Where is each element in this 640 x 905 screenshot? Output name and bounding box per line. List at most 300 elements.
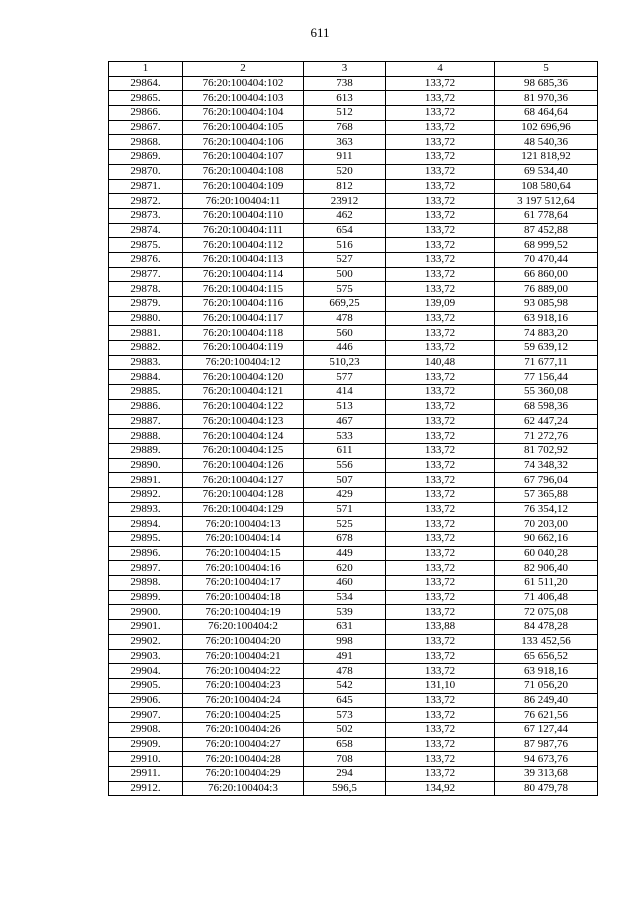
table-row [109,678,598,693]
table-row [109,781,598,796]
rate-value-cell: 133,72 [386,532,495,547]
table-row [109,414,598,429]
row-number-cell: 29872. [109,194,183,209]
amount-value-cell: 74 348,32 [495,458,598,473]
area-value-cell: 542 [304,678,386,693]
row-number-cell: 29898. [109,576,183,591]
rate-value-cell: 133,72 [386,385,495,400]
area-value-cell: 658 [304,737,386,752]
area-value-cell: 678 [304,532,386,547]
table-row [109,370,598,385]
cadastral-number-cell: 76:20:100404:24 [183,693,304,708]
amount-value-cell: 121 818,92 [495,150,598,165]
amount-value-cell: 90 662,16 [495,532,598,547]
rate-value-cell: 133,72 [386,370,495,385]
area-value-cell: 738 [304,76,386,91]
amount-value-cell: 70 203,00 [495,517,598,532]
table-row [109,576,598,591]
row-number-cell: 29877. [109,267,183,282]
row-number-cell: 29900. [109,605,183,620]
cadastral-number-cell: 76:20:100404:119 [183,341,304,356]
area-value-cell: 573 [304,708,386,723]
cadastral-number-cell: 76:20:100404:126 [183,458,304,473]
rate-value-cell: 133,72 [386,150,495,165]
amount-value-cell: 102 696,96 [495,120,598,135]
amount-value-cell: 81 702,92 [495,443,598,458]
table-row [109,150,598,165]
table-row [109,443,598,458]
area-value-cell: 478 [304,664,386,679]
row-number-cell: 29865. [109,91,183,106]
cadastral-number-cell: 76:20:100404:120 [183,370,304,385]
amount-value-cell: 70 470,44 [495,252,598,267]
amount-value-cell: 68 999,52 [495,238,598,253]
rate-value-cell: 140,48 [386,355,495,370]
table-row [109,546,598,561]
table-row [109,91,598,106]
row-number-cell: 29905. [109,678,183,693]
table-row [109,605,598,620]
rate-value-cell: 134,92 [386,781,495,796]
area-value-cell: 294 [304,767,386,782]
table-row [109,532,598,547]
amount-value-cell: 62 447,24 [495,414,598,429]
rate-value-cell: 133,72 [386,693,495,708]
area-value-cell: 460 [304,576,386,591]
table-row [109,135,598,150]
amount-value-cell: 39 313,68 [495,767,598,782]
area-value-cell: 631 [304,620,386,635]
area-value-cell: 596,5 [304,781,386,796]
rate-value-cell: 133,72 [386,399,495,414]
amount-value-cell: 68 464,64 [495,106,598,121]
cadastral-number-cell: 76:20:100404:29 [183,767,304,782]
rate-value-cell: 133,72 [386,561,495,576]
table-row [109,267,598,282]
amount-value-cell: 98 685,36 [495,76,598,91]
amount-value-cell: 60 040,28 [495,546,598,561]
amount-value-cell: 76 354,12 [495,502,598,517]
table-row [109,590,598,605]
column-header-4: 4 [386,62,495,77]
row-number-cell: 29874. [109,223,183,238]
amount-value-cell: 93 085,98 [495,297,598,312]
rate-value-cell: 133,72 [386,458,495,473]
area-value-cell: 911 [304,150,386,165]
table-row [109,649,598,664]
amount-value-cell: 87 987,76 [495,737,598,752]
table-row [109,297,598,312]
cadastral-number-cell: 76:20:100404:107 [183,150,304,165]
column-header-1: 1 [109,62,183,77]
area-value-cell: 520 [304,164,386,179]
cadastral-number-cell: 76:20:100404:108 [183,164,304,179]
cadastral-number-cell: 76:20:100404:22 [183,664,304,679]
area-value-cell: 525 [304,517,386,532]
rate-value-cell: 133,72 [386,767,495,782]
amount-value-cell: 69 534,40 [495,164,598,179]
cadastral-number-cell: 76:20:100404:113 [183,252,304,267]
rate-value-cell: 133,72 [386,752,495,767]
cadastral-number-cell: 76:20:100404:102 [183,76,304,91]
rate-value-cell: 133,72 [386,708,495,723]
table-row [109,311,598,326]
row-number-cell: 29882. [109,341,183,356]
rate-value-cell: 133,72 [386,634,495,649]
row-number-cell: 29880. [109,311,183,326]
amount-value-cell: 71 677,11 [495,355,598,370]
row-number-cell: 29873. [109,208,183,223]
table-row [109,106,598,121]
rate-value-cell: 133,72 [386,590,495,605]
table-row [109,429,598,444]
cadastral-number-cell: 76:20:100404:12 [183,355,304,370]
row-number-cell: 29866. [109,106,183,121]
area-value-cell: 577 [304,370,386,385]
rate-value-cell: 133,72 [386,311,495,326]
column-header-2: 2 [183,62,304,77]
rate-value-cell: 133,72 [386,223,495,238]
cadastral-number-cell: 76:20:100404:103 [183,91,304,106]
table-row [109,517,598,532]
cadastral-number-cell: 76:20:100404:16 [183,561,304,576]
row-number-cell: 29896. [109,546,183,561]
area-value-cell: 478 [304,311,386,326]
rate-value-cell: 133,72 [386,341,495,356]
row-number-cell: 29902. [109,634,183,649]
area-value-cell: 449 [304,546,386,561]
row-number-cell: 29868. [109,135,183,150]
cadastral-number-cell: 76:20:100404:26 [183,722,304,737]
table-row [109,620,598,635]
area-value-cell: 512 [304,106,386,121]
rate-value-cell: 133,72 [386,208,495,223]
rate-value-cell: 131,10 [386,678,495,693]
header-row [109,62,598,77]
rate-value-cell: 133,72 [386,576,495,591]
row-number-cell: 29910. [109,752,183,767]
area-value-cell: 510,23 [304,355,386,370]
row-number-cell: 29870. [109,164,183,179]
cadastral-number-cell: 76:20:100404:3 [183,781,304,796]
table-row [109,487,598,502]
cadastral-number-cell: 76:20:100404:104 [183,106,304,121]
amount-value-cell: 71 272,76 [495,429,598,444]
cadastral-number-cell: 76:20:100404:14 [183,532,304,547]
amount-value-cell: 74 883,20 [495,326,598,341]
area-value-cell: 507 [304,473,386,488]
table-row [109,355,598,370]
row-number-cell: 29897. [109,561,183,576]
row-number-cell: 29904. [109,664,183,679]
cadastral-number-cell: 76:20:100404:25 [183,708,304,723]
amount-value-cell: 61 778,64 [495,208,598,223]
row-number-cell: 29871. [109,179,183,194]
rate-value-cell: 133,72 [386,91,495,106]
cadastral-number-cell: 76:20:100404:13 [183,517,304,532]
table-row [109,664,598,679]
cadastral-number-cell: 76:20:100404:105 [183,120,304,135]
area-value-cell: 539 [304,605,386,620]
cadastral-number-cell: 76:20:100404:23 [183,678,304,693]
area-value-cell: 611 [304,443,386,458]
table-row [109,208,598,223]
rate-value-cell: 133,72 [386,487,495,502]
cadastral-number-cell: 76:20:100404:128 [183,487,304,502]
row-number-cell: 29886. [109,399,183,414]
cadastral-number-cell: 76:20:100404:11 [183,194,304,209]
amount-value-cell: 67 796,04 [495,473,598,488]
rate-value-cell: 133,72 [386,443,495,458]
area-value-cell: 620 [304,561,386,576]
table-row [109,708,598,723]
table-row [109,223,598,238]
rate-value-cell: 133,72 [386,664,495,679]
row-number-cell: 29911. [109,767,183,782]
area-value-cell: 513 [304,399,386,414]
row-number-cell: 29907. [109,708,183,723]
cadastral-number-cell: 76:20:100404:124 [183,429,304,444]
row-number-cell: 29892. [109,487,183,502]
cadastral-number-cell: 76:20:100404:118 [183,326,304,341]
table-body [109,76,598,796]
area-value-cell: 575 [304,282,386,297]
area-value-cell: 23912 [304,194,386,209]
row-number-cell: 29893. [109,502,183,517]
cadastral-number-cell: 76:20:100404:19 [183,605,304,620]
rate-value-cell: 133,72 [386,106,495,121]
row-number-cell: 29869. [109,150,183,165]
rate-value-cell: 133,72 [386,605,495,620]
rate-value-cell: 133,72 [386,76,495,91]
rate-value-cell: 133,72 [386,164,495,179]
cadastral-number-cell: 76:20:100404:17 [183,576,304,591]
cadastral-number-cell: 76:20:100404:114 [183,267,304,282]
amount-value-cell: 76 621,56 [495,708,598,723]
area-value-cell: 500 [304,267,386,282]
area-value-cell: 556 [304,458,386,473]
amount-value-cell: 61 511,20 [495,576,598,591]
amount-value-cell: 84 478,28 [495,620,598,635]
area-value-cell: 502 [304,722,386,737]
amount-value-cell: 57 365,88 [495,487,598,502]
rate-value-cell: 133,72 [386,135,495,150]
table-row [109,722,598,737]
table-row [109,752,598,767]
amount-value-cell: 86 249,40 [495,693,598,708]
row-number-cell: 29867. [109,120,183,135]
amount-value-cell: 48 540,36 [495,135,598,150]
rate-value-cell: 133,72 [386,179,495,194]
row-number-cell: 29879. [109,297,183,312]
table-row [109,179,598,194]
row-number-cell: 29888. [109,429,183,444]
amount-value-cell: 71 406,48 [495,590,598,605]
cadastral-number-cell: 76:20:100404:2 [183,620,304,635]
cadastral-number-cell: 76:20:100404:121 [183,385,304,400]
area-value-cell: 516 [304,238,386,253]
rate-value-cell: 133,72 [386,414,495,429]
amount-value-cell: 87 452,88 [495,223,598,238]
rate-value-cell: 133,72 [386,120,495,135]
area-value-cell: 654 [304,223,386,238]
area-value-cell: 560 [304,326,386,341]
cadastral-number-cell: 76:20:100404:28 [183,752,304,767]
cadastral-number-cell: 76:20:100404:109 [183,179,304,194]
rate-value-cell: 133,72 [386,429,495,444]
amount-value-cell: 67 127,44 [495,722,598,737]
amount-value-cell: 66 860,00 [495,267,598,282]
table-row [109,693,598,708]
cadastral-number-cell: 76:20:100404:106 [183,135,304,150]
row-number-cell: 29906. [109,693,183,708]
rate-value-cell: 133,72 [386,326,495,341]
column-header-3: 3 [304,62,386,77]
cadastral-number-cell: 76:20:100404:116 [183,297,304,312]
cadastral-number-cell: 76:20:100404:115 [183,282,304,297]
amount-value-cell: 63 918,16 [495,311,598,326]
area-value-cell: 669,25 [304,297,386,312]
row-number-cell: 29909. [109,737,183,752]
cadastral-number-cell: 76:20:100404:117 [183,311,304,326]
rate-value-cell: 133,72 [386,649,495,664]
row-number-cell: 29881. [109,326,183,341]
amount-value-cell: 82 906,40 [495,561,598,576]
area-value-cell: 491 [304,649,386,664]
rate-value-cell: 133,88 [386,620,495,635]
amount-value-cell: 72 075,08 [495,605,598,620]
table-row [109,737,598,752]
table-row [109,385,598,400]
table-row [109,164,598,179]
row-number-cell: 29889. [109,443,183,458]
row-number-cell: 29908. [109,722,183,737]
table-row [109,194,598,209]
amount-value-cell: 76 889,00 [495,282,598,297]
area-value-cell: 467 [304,414,386,429]
table-row [109,473,598,488]
rate-value-cell: 133,72 [386,737,495,752]
row-number-cell: 29876. [109,252,183,267]
amount-value-cell: 77 156,44 [495,370,598,385]
table-row [109,282,598,297]
cadastral-number-cell: 76:20:100404:110 [183,208,304,223]
amount-value-cell: 68 598,36 [495,399,598,414]
amount-value-cell: 80 479,78 [495,781,598,796]
cadastral-number-cell: 76:20:100404:127 [183,473,304,488]
rate-value-cell: 133,72 [386,546,495,561]
area-value-cell: 998 [304,634,386,649]
area-value-cell: 429 [304,487,386,502]
cadastral-number-cell: 76:20:100404:112 [183,238,304,253]
rate-value-cell: 139,09 [386,297,495,312]
amount-value-cell: 55 360,08 [495,385,598,400]
amount-value-cell: 133 452,56 [495,634,598,649]
row-number-cell: 29887. [109,414,183,429]
table-row [109,634,598,649]
row-number-cell: 29901. [109,620,183,635]
amount-value-cell: 81 970,36 [495,91,598,106]
table-row [109,561,598,576]
column-header-5: 5 [495,62,598,77]
row-number-cell: 29899. [109,590,183,605]
row-number-cell: 29890. [109,458,183,473]
amount-value-cell: 65 656,52 [495,649,598,664]
amount-value-cell: 94 673,76 [495,752,598,767]
rate-value-cell: 133,72 [386,282,495,297]
area-value-cell: 613 [304,91,386,106]
row-number-cell: 29875. [109,238,183,253]
table-row [109,502,598,517]
amount-value-cell: 63 918,16 [495,664,598,679]
row-number-cell: 29864. [109,76,183,91]
cadastral-number-cell: 76:20:100404:123 [183,414,304,429]
rate-value-cell: 133,72 [386,267,495,282]
area-value-cell: 462 [304,208,386,223]
area-value-cell: 363 [304,135,386,150]
row-number-cell: 29885. [109,385,183,400]
area-value-cell: 414 [304,385,386,400]
table-row [109,76,598,91]
rate-value-cell: 133,72 [386,252,495,267]
area-value-cell: 571 [304,502,386,517]
table-row [109,341,598,356]
row-number-cell: 29894. [109,517,183,532]
table-header [109,62,598,77]
row-number-cell: 29878. [109,282,183,297]
area-value-cell: 534 [304,590,386,605]
cadastral-number-cell: 76:20:100404:20 [183,634,304,649]
area-value-cell: 812 [304,179,386,194]
rate-value-cell: 133,72 [386,238,495,253]
row-number-cell: 29884. [109,370,183,385]
cadastral-number-cell: 76:20:100404:111 [183,223,304,238]
cadastral-number-cell: 76:20:100404:125 [183,443,304,458]
table-row [109,458,598,473]
table-row [109,326,598,341]
row-number-cell: 29891. [109,473,183,488]
row-number-cell: 29895. [109,532,183,547]
area-value-cell: 446 [304,341,386,356]
rate-value-cell: 133,72 [386,722,495,737]
table-row [109,120,598,135]
area-value-cell: 768 [304,120,386,135]
rate-value-cell: 133,72 [386,517,495,532]
cadastral-number-cell: 76:20:100404:129 [183,502,304,517]
table-row [109,252,598,267]
table-row [109,399,598,414]
cadastral-number-cell: 76:20:100404:21 [183,649,304,664]
area-value-cell: 645 [304,693,386,708]
registry-table [108,61,598,796]
area-value-cell: 533 [304,429,386,444]
row-number-cell: 29903. [109,649,183,664]
cadastral-number-cell: 76:20:100404:18 [183,590,304,605]
cadastral-number-cell: 76:20:100404:15 [183,546,304,561]
area-value-cell: 527 [304,252,386,267]
amount-value-cell: 3 197 512,64 [495,194,598,209]
cadastral-number-cell: 76:20:100404:122 [183,399,304,414]
cadastral-number-cell: 76:20:100404:27 [183,737,304,752]
rate-value-cell: 133,72 [386,502,495,517]
page-number: 611 [310,25,330,40]
row-number-cell: 29883. [109,355,183,370]
amount-value-cell: 108 580,64 [495,179,598,194]
amount-value-cell: 71 056,20 [495,678,598,693]
rate-value-cell: 133,72 [386,473,495,488]
amount-value-cell: 59 639,12 [495,341,598,356]
rate-value-cell: 133,72 [386,194,495,209]
